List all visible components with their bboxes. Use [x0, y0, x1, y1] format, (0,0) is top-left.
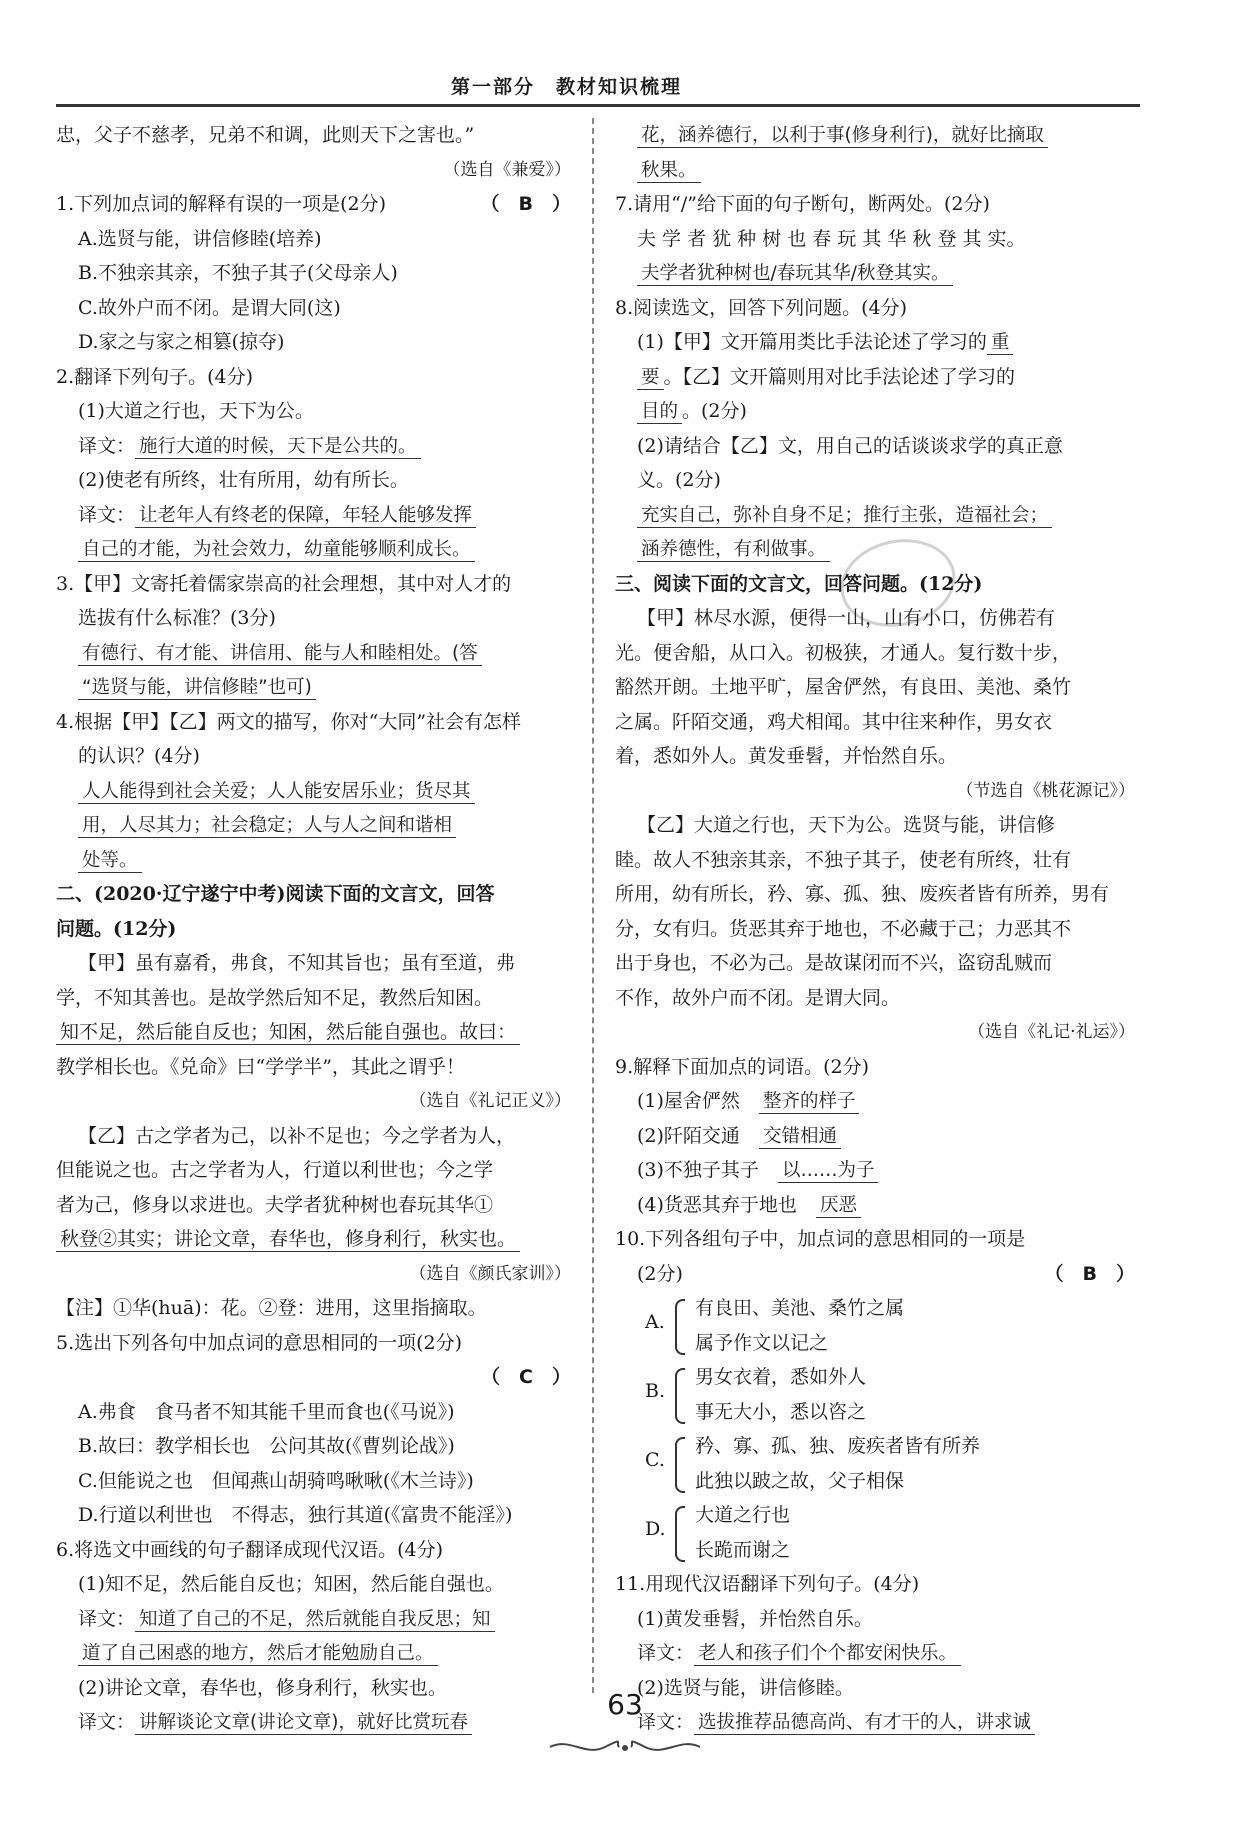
- sub-question: (2)讲论文章，春华也，修身利行，秋实也。: [78, 1676, 447, 1699]
- option-group-b: B. 男女衣着，悉如外人 事无大小，悉以咨之: [645, 1366, 867, 1423]
- question-4: 4.根据【甲】【乙】两文的描写，你对“大同”社会有怎样: [56, 710, 522, 733]
- option-group-a: A. 有良田、美池、桑竹之属 属予作文以记之: [645, 1297, 905, 1354]
- passage-line: 学，不知其善也。是故学然后知不足，教然后知困。: [56, 986, 494, 1009]
- handwritten-answer: 处等。: [78, 850, 142, 873]
- answer-line: [56, 843, 571, 878]
- question-5: 5.选出下列各句中加点词的意思相同的一项(2分): [56, 1331, 463, 1354]
- page-footer: [0, 1688, 1250, 1721]
- option-c: C.故外户而不闭。是谓大同(这): [78, 296, 341, 319]
- sub-question: (2)选贤与能，讲信修睦。: [637, 1676, 854, 1699]
- question-5-choice: [56, 1360, 571, 1395]
- answer-line: [56, 774, 571, 809]
- section-2-heading: 二、(2020·辽宁遂宁中考)阅读下面的文言文，回答: [56, 883, 495, 905]
- source-citation: （选自《颜氏家训》）: [409, 1263, 571, 1284]
- answer-line: [56, 670, 571, 705]
- sub-question: (3)不独子其子 以……为子: [615, 1153, 1135, 1188]
- option-group-c: C. 矜、寡、孤、独、废疾者皆有所养 此独以跛之故，父子相保: [645, 1435, 981, 1492]
- question-4-cont: 的认识？(4分): [78, 745, 200, 767]
- handwritten-answer: 花，涵养德行，以利于事(修身利行)，就好比摘取: [637, 125, 1048, 148]
- passage-line: 但能说之也。古之学者为人，行道以利世也；今之学: [56, 1159, 494, 1181]
- sub-question: (1)大道之行也，天下为公。: [78, 400, 314, 422]
- source-citation: （选自《礼记·礼运》）: [968, 1022, 1135, 1042]
- page-header: [56, 66, 1140, 107]
- passage-line: 所用，幼有所长，矜、寡、孤、独、废疾者皆有所养，男有: [615, 883, 1110, 905]
- option-d: D.家之与家之相篡(掠夺): [78, 331, 285, 353]
- section-3-heading: 三、阅读下面的文言文，回答问题。(12分): [615, 572, 983, 595]
- handwritten-answer: 夫学者犹种树也/春玩其华/秋登其实。: [637, 263, 953, 286]
- sub-question: (1)【甲】文开篇用类比手法论述了学习的 重: [615, 325, 1135, 360]
- sub-question: 目的 。(2分): [615, 394, 1135, 429]
- answer-line: 译文： 选拔推荐品德高尚、有才干的人，讲求诚: [615, 1705, 1135, 1740]
- section-2-heading-cont: 问题。(12分): [56, 917, 177, 940]
- answer-line: [615, 118, 1135, 153]
- passage-line: 不作，故外户而不闭。是谓大同。: [615, 986, 901, 1009]
- answer-choice: （ B ）: [480, 193, 571, 215]
- passage-line: [56, 1222, 571, 1257]
- passage-line: 出于身也，不必为己。是故谋闭而不兴，盗窃乱贼而: [615, 952, 1053, 974]
- passage-line: 【甲】林尽水源，便得一山，山有小口，仿佛若有: [637, 607, 1056, 629]
- passage-line: 【乙】大道之行也，天下为公。选贤与能，讲信修: [637, 814, 1056, 836]
- question-1: 1.下列加点词的解释有误的一项是(2分) （ B ）: [56, 187, 571, 222]
- page-number: 63: [607, 1688, 643, 1721]
- handwritten-answer: 知道了自己的不足，然后就能自我反思；知: [135, 1609, 495, 1632]
- question-2: 2.翻译下列句子。(4分): [56, 365, 254, 388]
- option-a: A.选贤与能，讲信修睦(培养): [78, 227, 322, 250]
- handwritten-answer: 施行大道的时候，天下是公共的。: [135, 436, 421, 459]
- handwritten-answer: 选拔推荐品德高尚、有才干的人，讲求诚: [694, 1712, 1035, 1735]
- handwritten-answer: 充实自己，弥补自身不足；推行主张，造福社会；: [637, 505, 1052, 528]
- option-b: B.不独亲其亲，不独子其子(父母亲人): [78, 262, 398, 284]
- handwritten-answer: 整齐的样子: [759, 1091, 860, 1114]
- option-d: D.行道以利世也 不得志，独行其道(《富贵不能淫》): [78, 1504, 513, 1526]
- answer-line: 译文： 讲解谈论文章(讲论文章)，就好比赏玩春: [56, 1705, 571, 1740]
- passage-line: 之属。阡陌交通，鸡犬相闻。其中往来种作，男女衣: [615, 710, 1053, 733]
- question-6: 6.将选文中画线的句子翻译成现代汉语。(4分): [56, 1538, 444, 1561]
- passage-line: 【乙】古之学者为己，以补不足也；今之学者为人，: [78, 1124, 516, 1147]
- handwritten-answer: 用，人尽其力；社会稳定；人与人之间和谐相: [78, 815, 456, 838]
- answer-line: 译文： 施行大道的时候，天下是公共的。: [56, 429, 571, 464]
- question-3: 3.【甲】文寄托着儒家崇高的社会理想，其中对人才的: [56, 572, 512, 595]
- answer-line: [615, 498, 1135, 533]
- handwritten-answer: 有德行、有才能、讲信用、能与人和睦相处。(答: [78, 643, 482, 666]
- question-10-cont: (2分) （ B ）: [615, 1257, 1135, 1292]
- handwritten-answer: 要: [637, 367, 664, 390]
- answer-choice: （ B ）: [1044, 1262, 1135, 1285]
- option-group-d: D. 大道之行也 长跪而谢之: [645, 1504, 791, 1561]
- option-b: B.故曰：教学相长也 公问其故(《曹刿论战》): [78, 1435, 455, 1457]
- answer-choice: （ C ）: [481, 1366, 571, 1388]
- question-8: 8.阅读选文，回答下列问题。(4分): [615, 296, 908, 319]
- sub-question: 要 。【乙】文开篇则用对比手法论述了学习的: [615, 360, 1135, 395]
- sentence-to-split: 夫 学 者 犹 种 树 也 春 玩 其 华 秋 登 其 实。: [637, 227, 1026, 250]
- question-11: 11.用现代汉语翻译下列句子。(4分): [615, 1573, 920, 1595]
- passage-line: 分，女有归。货恶其弃于地也，不必藏于己；力恶其不: [615, 917, 1072, 940]
- passage-line: 睦。故人不独亲其亲，不独子其子，使老有所终，壮有: [615, 848, 1072, 871]
- answer-line: 译文： 知道了自己的不足，然后就能自我反思；知: [56, 1602, 571, 1637]
- annotation-note: 【注】①华(huā)：花。②登：进用，这里指摘取。: [56, 1297, 487, 1319]
- source-citation: （选自《兼爱》）: [443, 159, 571, 180]
- passage-line: 【甲】虽有嘉肴，弗食，不知其旨也；虽有至道，弗: [78, 952, 516, 974]
- handwritten-answer: 厌恶: [816, 1195, 861, 1218]
- handwritten-answer: 目的: [637, 401, 682, 424]
- handwritten-answer: 秋果。: [637, 160, 701, 183]
- question-7: 7.请用“/”给下面的句子断句，断两处。(2分): [615, 193, 990, 215]
- handwritten-answer: 以……为子: [778, 1160, 879, 1183]
- handwritten-answer: 讲解谈论文章(讲论文章)，就好比赏玩春: [135, 1712, 472, 1735]
- sub-question: (2)阡陌交通 交错相通: [615, 1119, 1135, 1154]
- handwritten-answer: 自己的才能，为社会效力，幼童能够顺利成长。: [78, 539, 475, 562]
- answer-line: [615, 256, 1135, 291]
- passage-line: 着，悉如外人。黄发垂髫，并怡然自乐。: [615, 745, 958, 767]
- answer-line: 译文： 老人和孩子们个个都安闲快乐。: [615, 1636, 1135, 1671]
- text-line: 忠，父子不慈孝，兄弟不和调，此则天下之害也。”: [56, 124, 475, 146]
- sub-question: (4)货恶其弃于地也 厌恶: [615, 1188, 1135, 1223]
- sub-question-cont: 义。(2分): [637, 469, 721, 491]
- sub-question: (1)知不足，然后能自反也；知困，然后能自强也。: [78, 1573, 504, 1595]
- question-10: 10.下列各组句子中，加点词的意思相同的一项是: [615, 1228, 1026, 1250]
- sub-question: (1)屋舍俨然 整齐的样子: [615, 1084, 1135, 1119]
- passage-line: 光。便舍船，从口入。初极狭，才通人。复行数十步，: [615, 641, 1072, 664]
- handwritten-answer: 重: [987, 332, 1014, 355]
- answer-line: [56, 532, 571, 567]
- question-9: 9.解释下面加点的词语。(2分): [615, 1055, 870, 1078]
- sub-question: (2)使老有所终，壮有所用，幼有所长。: [78, 469, 409, 491]
- passage-line: 者为己，修身以求进也。夫学者犹种树也春玩其华①: [56, 1193, 494, 1216]
- source-citation: （节选自《桃花源记》）: [956, 780, 1135, 801]
- handwritten-answer: “选贤与能，讲信修睦”也可): [78, 677, 316, 700]
- sub-question: (1)黄发垂髫，并怡然自乐。: [637, 1607, 873, 1630]
- left-column: [56, 118, 571, 1740]
- underlined-sentence: 知不足，然后能自反也；知困，然后能自强也。故曰：: [56, 1021, 520, 1045]
- underlined-sentence: 秋登②其实；讲论文章，春华也，修身利行，秋实也。: [56, 1228, 520, 1252]
- answer-line: 译文： 让老年人有终老的保障，年轻人能够发挥: [56, 498, 571, 533]
- question-3-cont: 选拔有什么标准？(3分): [78, 607, 276, 629]
- answer-line: [56, 808, 571, 843]
- handwritten-answer: 道了自己困惑的地方，然后才能勉励自己。: [78, 1643, 438, 1666]
- answer-line: [615, 153, 1135, 188]
- handwritten-answer: 交错相通: [759, 1126, 841, 1149]
- passage-line: 教学相长也。《兑命》曰“学学半”，其此之谓乎！: [56, 1055, 465, 1078]
- option-a: A.弗食 食马者不知其能千里而食也(《马说》): [78, 1400, 455, 1423]
- handwritten-answer: 让老年人有终老的保障，年轻人能够发挥: [135, 505, 476, 528]
- handwritten-answer: 老人和孩子们个个都安闲快乐。: [694, 1643, 961, 1666]
- handwritten-answer: 人人能得到社会关爱；人人能安居乐业；货尽其: [78, 781, 475, 804]
- handwritten-answer: 涵养德性，有利做事。: [637, 539, 830, 562]
- column-divider: [592, 118, 594, 1693]
- option-c: C.但能说之也 但闻燕山胡骑鸣啾啾(《木兰诗》): [78, 1469, 474, 1492]
- answer-line: [56, 1636, 571, 1671]
- sub-question: (2)请结合【乙】文，用自己的话谈谈求学的真正意: [637, 434, 1063, 457]
- right-column: [615, 118, 1135, 1740]
- answer-line: [56, 636, 571, 671]
- passage-line: 豁然开朗。土地平旷，屋舍俨然，有良田、美池、桑竹: [615, 676, 1072, 698]
- passage-line: [56, 1015, 571, 1050]
- source-citation: （选自《礼记正义》）: [409, 1091, 571, 1111]
- section-title: 第一部分 教材知识梳理: [451, 76, 683, 98]
- footer-ornament: [545, 1735, 705, 1759]
- answer-line: [615, 532, 1135, 567]
